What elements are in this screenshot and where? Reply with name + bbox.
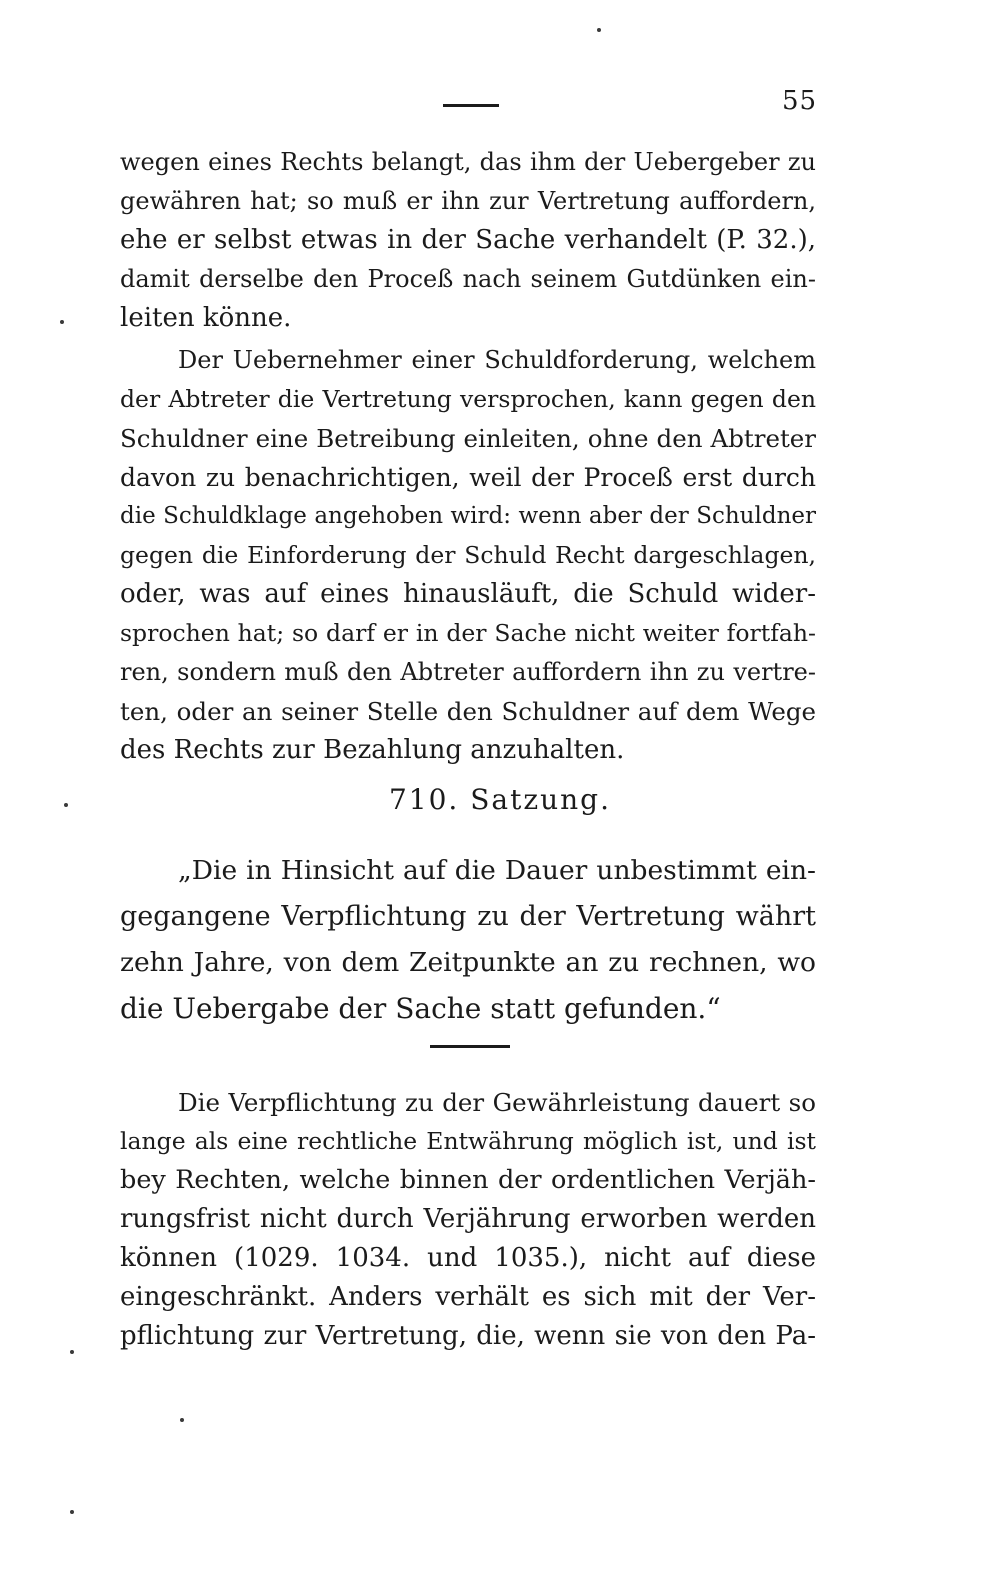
scan-speck	[60, 320, 64, 324]
statute-quote	[120, 848, 816, 1032]
text-line: pflichtung zur Vertretung, die, wenn sie von den Pa-	[120, 1321, 816, 1351]
text-line: ehe er selbst etwas in der Sache verhandelt (P. 32.),	[120, 225, 816, 255]
text-line: rungsfrist nicht durch Verjährung erworben werden	[120, 1204, 816, 1234]
text-line: davon zu benachrichtigen, weil der Proceß erst durch	[120, 463, 816, 492]
scan-speck	[597, 28, 601, 32]
text-line: gewähren hat; so muß er ihn zur Vertretung auffordern,	[120, 187, 816, 215]
text-line: oder, was auf eines hinausläuft, die Schuld wider-	[120, 579, 816, 609]
text-line: gegen die Einforderung der Schuld Recht dargeschlagen,	[120, 541, 816, 569]
text-line: können (1029. 1034. und 1035.), nicht auf diese	[120, 1243, 816, 1273]
header-rule	[443, 104, 499, 107]
text-line: damit derselbe den Proceß nach seinem Gutdünken ein-	[120, 265, 816, 293]
text-line: bey Rechten, welche binnen der ordentlichen Verjäh-	[120, 1165, 816, 1195]
text-line: sprochen hat; so darf er in der Sache nicht weiter fortfah-	[120, 619, 816, 647]
scan-speck	[180, 1418, 184, 1422]
text-line: eingeschränkt. Anders verhält es sich mit der Ver-	[120, 1282, 816, 1312]
quote-line: „Die in Hinsicht auf die Dauer unbestimmt ein-	[178, 855, 816, 886]
text-line: der Abtreter die Vertretung versprochen, kann gegen den	[120, 385, 816, 413]
commentary-paragraph	[120, 1083, 816, 1356]
text-line: Schuldner eine Betreibung einleiten, ohne den Abtreter	[120, 424, 816, 453]
section-divider	[430, 1045, 510, 1048]
scan-speck	[64, 803, 68, 807]
section-heading: 710. Satzung.	[388, 783, 611, 816]
scan-speck	[70, 1350, 74, 1354]
paragraph-continuation	[120, 143, 816, 338]
text-line: ten, oder an seiner Stelle den Schuldner auf dem Wege	[120, 697, 816, 726]
text-line: lange als eine rechtliche Entwährung möglich ist, und ist	[120, 1127, 816, 1155]
text-line: ren, sondern muß den Abtreter auffordern ihn zu vertre-	[120, 658, 816, 686]
quote-line: die Uebergabe der Sache statt gefunden.“	[120, 992, 721, 1025]
text-line: leiten könne.	[120, 303, 292, 333]
quote-line: zehn Jahre, von dem Zeitpunkte an zu rechnen, wo	[120, 947, 816, 978]
paragraph-assignment	[120, 341, 816, 770]
text-line: wegen eines Rechts belangt, das ihm der Uebergeber zu	[120, 148, 816, 176]
text-line: Die Verpflichtung zu der Gewährleistung dauert so	[178, 1088, 816, 1117]
quote-line: gegangene Verpflichtung zu der Vertretung währt	[120, 901, 816, 932]
text-line: des Rechts zur Bezahlung anzuhalten.	[120, 735, 625, 765]
text-line: die Schuldklage angehoben wird: wenn aber der Schuldner	[120, 503, 816, 529]
page-number: 55	[782, 86, 818, 116]
text-line: Der Uebernehmer einer Schuldforderung, welchem	[178, 346, 816, 374]
scan-speck	[70, 1510, 74, 1514]
